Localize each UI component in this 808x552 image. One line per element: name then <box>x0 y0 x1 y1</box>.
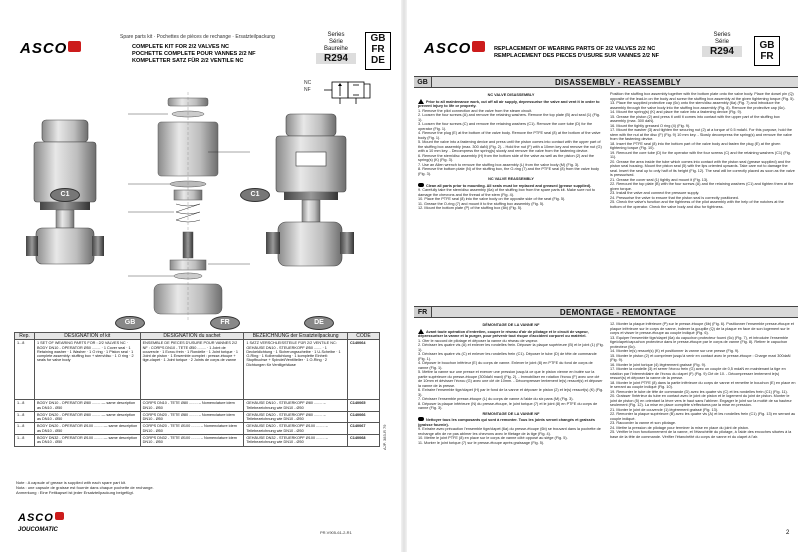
asco-logo-mark <box>68 41 81 52</box>
gb-step: 3. Loosen the four screws (C) and remove the retaining washers (C1). Remove the core tube (D) for the operator (Fig. 1). <box>418 122 593 131</box>
row-fr: CORPS DN10 - TETE Ø80 ........ – Nomenclature idem DN10 - Ø50 <box>140 400 244 412</box>
row-gb: BODY DN32 - OPERATOR Ø100 ........ — same description as DN10 - Ø50 <box>34 435 140 447</box>
row-fr: ENSEMBLE DE PIECES D'USURE POUR VANNES 2/2 NF : CORPS DN10 - TETE Ø50 ........ · 1 Joint de couvercle · 1 Ecrou frein · 1 Rondelle · 1 Joint torique · 1 Joint de piston · 1 Ensemble complet : presse-étoupe + tige-clapet · 1 Joint torique · 2 Joints de corps de vanne <box>140 340 244 400</box>
fr-warning-2-text: Nettoyer tous les composants qui sont à remonter. Tous les joints seront changés et graissés (graisse fournie). <box>418 418 595 427</box>
gb-warning-text: Prior to all maintenance work, cut off all air supply, depressurise the valve and vent it in order to prevent injury to life or property. <box>418 99 600 108</box>
row-rep: 1...8 <box>15 435 35 447</box>
row-code: C140065 <box>348 400 380 412</box>
grease-notes <box>16 480 356 495</box>
fr-step: 4. Déposer le bouchon inférieur (E) du corps de vanne. Enlever le joint (8) en PTFE du fond de corps de vanne (Fig. 1). <box>418 361 593 370</box>
gb-step: 10. Place the PTFE seal (8) into the valve body on the opposite side of the seat (Fig. 5). <box>418 197 566 201</box>
row-rep: 1...8 <box>15 400 35 412</box>
row-gb: BODY DN20 - OPERATOR Ø100 ........ — same description as DN10 - Ø50 <box>34 423 140 435</box>
gb-step: 23. Install the valve and connect the pressure supply. <box>610 191 700 195</box>
right-lang-gb: GB <box>759 40 775 51</box>
footer-asco-logo <box>18 512 64 524</box>
fr-step: 16. Monter le joint torique (4) légèrement graissé (Fig. 9). <box>610 362 707 367</box>
fr-step: 2. Dévisser les quatre vis (A) et enlever les rondelles frein. Déposer la plaque supérieure (B) et le joint (1) (Fig. 1). <box>418 343 604 352</box>
fr-step: 23. Raccorder la vanne et son pilotage. <box>610 421 677 425</box>
table-row <box>15 400 380 412</box>
gb-step: 6. Remove the stem/disc assembly (H) from the bottom side of the valve as well as the piston (2) and the spring(s) (K) (Fig. 3). <box>418 153 595 162</box>
gb-reassembly-column <box>610 92 796 302</box>
gb-warning <box>418 99 604 109</box>
table-row <box>15 340 380 400</box>
col-rep: Rep. <box>15 333 35 340</box>
row-rep: 1...8 <box>15 411 35 423</box>
right-series-box <box>696 32 748 70</box>
note-de: Anmerkung : Eine Fettkapsel ist jeder Ersatzteilpackung beigefügt. <box>16 490 134 495</box>
fr-step: 19. Remonter le tube de tête de commande (D) avec les quatre vis (C) et les rondelles frein (C1) (Fig. 11). <box>610 389 788 394</box>
left-series-label-1: Series <box>327 32 345 38</box>
footer-asco-text: ASCO <box>18 512 54 524</box>
gb-heading-disassembly: NC VALVE DISASSEMBLY <box>487 93 535 97</box>
nc-label: NC <box>304 80 312 86</box>
fr-step: 6. Extraire l'ensemble tige/clapet (H) par le fond de la vanne et déposer le piston (2) et le(s) ressort(s) (K) (Fig. 3). <box>418 388 604 397</box>
right-series-code: R294 <box>702 46 742 57</box>
right-title <box>494 46 694 60</box>
gb-step: 5. Mount the valve into a fastening device and press until the piston comes into contact with the upper part of the stuffing box assembly (max. 300 daN) (Fig. 2). - Hold the nut (F) with a 10mm key and remove the nut (G) with a 10 mm key. - Decompress the spring(s) slowly and remove the valve from the fastening device. <box>418 140 602 153</box>
hand-icon <box>418 183 424 187</box>
fr-step: 7. Dévisser l'ensemble presse-étoupe (L) du corps de vanne à l'aide du six pans (M) (Fig. 3). <box>418 397 574 401</box>
fr-step: 11. Monter le joint torique (7) sur le presse-étoupe après graissage (Fig. 5). <box>418 440 545 445</box>
right-page <box>414 10 798 540</box>
row-de: GEHÄUSE DN32 - STEUERKOPF Ø100 ........ – Teilebezeichnung wie DN10 - Ø50 <box>244 435 348 447</box>
row-rep: 1...8 <box>15 340 35 400</box>
fr-banner-title: DEMONTAGE - REMONTAGE <box>559 308 677 317</box>
left-title <box>132 44 322 65</box>
fr-step: 8. Déposer la plaque inférieure (N) du presse-étoupe, le joint torique (7) et le joint (8) en PTFE du corps de vanne (Fig. 3). <box>418 401 598 410</box>
row-code: C140064 <box>348 340 380 400</box>
right-series-label-1: Series <box>713 32 731 38</box>
left-lang-de: DE <box>371 55 385 66</box>
row-rep: 1...8 <box>15 423 35 435</box>
gb-step: 21. Grease the cover seal (1) tightly and mount it (Fig. 13). <box>610 177 709 182</box>
row-code: C140066 <box>348 411 380 423</box>
parts-table <box>14 332 380 447</box>
gb-disassembly-column <box>418 92 604 302</box>
fr-step: 14. Monter le(s) ressort(s) (K) et positionner la vanne sur une presse (Fig. 9). <box>610 349 740 353</box>
gb-step: 2. Loosen the four screws (A) and remove the retaining washers. Remove the top plate (B) and seal (1) (Fig. 1). <box>418 113 600 122</box>
gb-heading-reassembly: NC VALVE REASSEMBLY <box>488 177 534 181</box>
page-number: 2 <box>786 530 790 536</box>
fr-step: 20. Graisser l'intérieur du tube en contact avec le joint de piston et le logement du joint de piston. Monter le joint de piston (5) en orientant la lèvre vers le haut sans l'abîmer. Engager le joint sur la moitié de sa hauteur seulement (Fig. 12). La mise en place complète s'effectuera par la mise en pression. <box>610 394 792 407</box>
fr-step: 18. Monter le joint PTFE (8) dans la partie inférieure du corps de vanne et remettre le bouchon (E) en place en le serrant au couple indiqué (Fig. 10). <box>610 380 796 389</box>
table-row <box>15 423 380 435</box>
page-gutter <box>401 0 407 552</box>
row-code: C140068 <box>348 435 380 447</box>
right-language-box <box>754 36 780 66</box>
flag-fr: FR <box>210 316 240 330</box>
right-lang-fr: FR <box>760 51 774 62</box>
left-page <box>10 10 394 540</box>
row-gb: BODY DN20 - OPERATOR Ø80 ........ — same description as DN10 - Ø50 <box>34 411 140 423</box>
nf-label: NF <box>304 87 311 93</box>
fr-heading-demontage: DÉMONTAGE DE LA VANNE NF <box>482 323 540 327</box>
c1-callout-left: C1 <box>50 188 80 202</box>
asco-logo-mark <box>472 41 485 52</box>
gb-section-banner <box>414 76 798 88</box>
gb-banner-title: DISASSEMBLY - REASSEMBLY <box>554 78 682 87</box>
left-lang-gb: GB <box>370 33 386 44</box>
left-title-line-1: COMPLETE KIT FOR 2/2 VALVES NC <box>132 44 230 50</box>
fr-warning-text: Avant toute opération d'entretien, couper le réseau d'air de pilotage et le circuit de vapeur, dépressuriser la vanne et la purger, pour prévenir tout risque d'accident corporel ou matériel. <box>418 329 589 338</box>
fr-step: 25. Vérifier le bon fonctionnement de la vanne, et l'étanchéité du pilotage, à l'aide des encoches situées à la base de la tête de commande. Vérifier l'étanchéité du corps de vanne et du clapet à l'air. <box>610 430 792 439</box>
row-code: C140067 <box>348 423 380 435</box>
kit-labels: Spare parts kit · Pochettes de pièces de rechange · Ersatzteilpackung <box>120 34 275 40</box>
left-title-line-3: KOMPLETTER SATZ FÜR 2/2 VENTILE NC <box>132 58 244 64</box>
table-row <box>15 411 380 423</box>
row-de: 1 SATZ VERSCHLEISSTEILE FÜR 2/2 VENTILE NC: GEHÄUSE DN10 - STEUERKOPF Ø50 ....... · 1 Deckeldichtung · 1 Sicherungsscheibe · 1 U-Scheibe · 1 O-Ring · 1 Kolbendichtung · 1 komplette Einheit: Stopfbuchse + Spindel/Ventilteller · 1 O-Ring · 2 Dichtungen für Ventilgehäuse <box>244 340 348 400</box>
flag-de: DE <box>304 316 334 330</box>
right-series-label-2: Série <box>714 39 729 45</box>
row-de: GEHÄUSE DN10 - STEUERKOPF Ø80 ........ – Teilebezeichnung wie DN10 - Ø50 <box>244 400 348 412</box>
gb-step: 16. Mount the tightly greased O ring (4) (Fig. 9). <box>610 123 691 128</box>
note-fr: Nota : une capsule de graisse est fournie dans chaque pochette de rechange. <box>16 485 154 490</box>
fr-step: 22. Remonter la plaque supérieure (B) avec les quatre vis (A) et les rondelles frein (C1) (Fig. 13) en serrant au couple indiqué. <box>610 412 796 421</box>
parts-table-header <box>15 333 380 340</box>
gb-step: 1. Remove the pilot connection and the valve from the steam circuit. <box>418 108 533 113</box>
col-designation-fr: DESIGNATION du sachet <box>140 333 244 340</box>
side-reference: AJP. 383-R 79 <box>382 424 387 450</box>
gb-step: 13. Place the supplied protective cap (6c) onto the stem/disc assembly (6a) (Fig. 7) and introduce the assembly through the valve body into the stuffing box assembly (Fig. 8). Remove the protective cap (6c). <box>610 101 786 110</box>
gb-step: 22. Remount the top plate (B) with the four screws (A) and the retaining washers (C1) and tighten them at the given torque. <box>610 182 794 191</box>
left-language-box <box>365 32 391 70</box>
footer-joucomatic: JOUCOMATIC <box>18 527 58 533</box>
fr-step: 13. Equiper l'ensemble tige/clapet (6a) du capuchon protecteur fourni (6c) (Fig. 7), et introduire l'ensemble tige/clapet/capuchon protecteur dans le presse-étoupe par le corps de vanne (Fig. 8). Retirer le capuchon protecteur (6c). <box>610 335 789 349</box>
row-fr: CORPS DN32 - TETE Ø100 ........ – Nomenclature idem DN10 - Ø50 <box>140 435 244 447</box>
gb-step: 12. Mount the bottom plate (P) of the stuffing box (6b) (Fig. 5). <box>418 206 523 210</box>
right-title-line-2: REMPLACEMENT DES PIECES D'USURE SUR VANNES 2/2 NF <box>494 53 660 59</box>
left-series-box <box>310 32 362 70</box>
gb-step: 14. Mount the spring(s) (K) and place the valve into a fastening device (Fig. 9). <box>610 110 742 114</box>
fr-step: 21. Monter le joint de couvercle (1) légèrement graissé (Fig. 13). <box>610 407 719 412</box>
footer-reference: PR.V905-61-2-R1 <box>320 530 352 535</box>
fr-banner-lang: FR <box>414 307 432 317</box>
table-row <box>15 435 380 447</box>
hand-icon <box>418 417 424 421</box>
col-designation-gb: DESIGNATION of kit <box>34 333 140 340</box>
gb-step: 9. Carefully take the stem/disc assembly (6a) of the stuffing box from the spare parts kit. Make sure not to damage the chevrons and the thread of the stem (Fig. 4). <box>418 188 595 197</box>
fr-step: 24. Mettre la pression de pilotage pour terminer la mise en place du joint de piston. <box>610 425 750 430</box>
fr-step: 17. Monter la rondelle (3) et serrer l'écrou frein (G) avec un couple de 0,5 mdaN en maintenant la tige en rotation par l'intermédiaire de l'écrou du clapet (F) (Fig. 9) Clé de 10. - Décompresser lentement le(s) ressort(s) et déposer la vanne de la presse. <box>610 367 786 380</box>
fr-step: 12. Monter la plaque inférieure (P) sur le presse-étoupe (6b) (Fig. 6). Positionner l'ensemble presse-étoupe et plaque inférieure sur le corps de vanne, indexer la goupille (Q) de la plaque en face de son logement sur le corps et visser le presse-étoupe au couple indiqué (Fig. 6). <box>610 322 794 335</box>
fr-heading-remontage: REMONTAGE DE LA VANNE NF <box>482 411 540 416</box>
warning-icon <box>418 99 424 104</box>
row-fr: CORPS DN20 - TETE Ø100 ........ – Nomenclature idem DN10 - Ø50 <box>140 423 244 435</box>
fr-step: 9. Extraire avec précaution l'ensemble tige/clapet (6a) du presse-étoupe (6b) se trouvant dans la pochette de rechange afin de ne pas abîmer les chevrons avec le filetage de la tige (Fig. 4). <box>418 427 601 436</box>
row-de: GEHÄUSE DN20 - STEUERKOPF Ø100 ........ – Teilebezeichnung wie DN10 - Ø50 <box>244 423 348 435</box>
fr-section-banner <box>414 306 798 318</box>
fr-step: 1. Oter le raccord de pilotage et déposer la vanne du réseau de vapeur. <box>418 338 539 343</box>
fr-demontage-column <box>418 322 604 522</box>
gb-banner-lang: GB <box>414 77 432 87</box>
exploded-view-drawing <box>18 92 390 322</box>
c1-callout-right: C1 <box>240 188 270 202</box>
gb-warning-2-text: Clean all parts prior to mounting. All seals must be replaced and greased (grease supplied). <box>426 183 592 188</box>
warning-icon <box>418 329 424 334</box>
asco-logo: ASCO <box>424 40 485 57</box>
gb-step: 17. Mount the washer (3) and tighten the securing nut (2) at a torque of 0.5 mdaN. For this purpose, hold the stem with the nut at the disc (F) (Fig. 9) 10 mm key. - Slowly decompress the spring(s) and remove the valve from the fastening device. <box>610 128 793 141</box>
fr-remontage-column <box>610 322 796 522</box>
gb-step: 20. Grease the area inside the tube which comes into contact with the piston seal (grease supplied) and the piston seal housing. Mount the piston seal (5) with the lips oriented upwards. Take care not to damage the seal. Insert the seal up to only half of its height (Fig. 12). The seal will be correctly placed as soon as the valve is pressurised. <box>610 159 795 177</box>
gb-step: 7. Use an Allen wrench to remove the stuffing box assembly (L) from the valve body (M) (Fig. 3). <box>418 162 580 167</box>
col-code: CODE <box>348 333 380 340</box>
left-title-line-2: POCHETTE COMPLETE POUR VANNES 2/2 NF <box>132 51 256 57</box>
row-gb: 1 SET OF WEARING PARTS FOR : 2/2 VALVES NC · BODY DN10 - OPERATOR Ø50 ........ · 1 Cover seal · 1 Retaining washer · 1 Washer · 1 O ring · 1 Piston seal · 1 complete assembly: stuffing box + stem/disc · 1 O ring · 2 seals for valve body <box>34 340 140 400</box>
row-gb: BODY DN10 - OPERATOR Ø80 ........ — same description as DN10 - Ø50 <box>34 400 140 412</box>
left-series-label-3: Baureihe <box>323 46 349 52</box>
row-fr: CORPS DN20 - TETE Ø80 ........ – Nomenclature idem DN10 - Ø50 <box>140 411 244 423</box>
gb-step: 25. Check the valve's function and the tightness of the pilot assembly with the help of the notches at the bottom of the operator. Check the valve body and disc for tightness. <box>610 200 784 209</box>
left-series-label-2: Série <box>328 39 343 45</box>
fr-step: 10. Mettre le joint PTFE (8) en place sur le corps de vanne côté opposé au siège (Fig. 5). <box>418 436 568 440</box>
fr-step: 15. Monter le piston (2) et comprimer jusqu'à venir en contact avec le presse-étoupe : Charge maxi 300daN (Fig. 9). <box>610 353 791 362</box>
gb-step: 24. Pressurise the valve to ensure that the piston seal is correctly positioned. <box>610 195 739 200</box>
left-lang-fr: FR <box>371 44 385 55</box>
gb-step: 18. Insert the PTFE seal (8) into the bottom part of the valve body and fasten the plug (E) at the given tightening torque (Fig. 10). <box>610 141 781 150</box>
fr-warning-2 <box>418 417 604 427</box>
gb-step: 19. Remount the core tube (D) for the operator with the four screws (C) and the retaining washers (C1) (Fig. 11). <box>610 150 791 159</box>
gb-step: 4. Remove the plug (E) at the bottom of the valve body. Remove the PTFE seal (8) at the bottom of the valve body (Fig. 1). <box>418 131 601 140</box>
fr-warning <box>418 329 604 339</box>
col-designation-de: BEZEICHNUNG der Ersatzteilpackung <box>244 333 348 340</box>
right-title-line-1: REPLACEMENT OF WEARING PARTS OF 2/2 VALVES 2/2 NC <box>494 46 656 52</box>
row-de: GEHÄUSE DN20 - STEUERKOPF Ø80 ........ – Teilebezeichnung wie DN10 - Ø50 <box>244 411 348 423</box>
fr-step: 5. Mettre la vanne sur une presse et exercer une pression jusqu'à ce que le piston vienne en butée sur la partie supérieure du presse-étoupe (300daN maxi) (Fig. 2). - Immobiliser en rotation l'écrou (F) avec une clé de 10mm et dévisser l'écrou (G) avec une clé de 10mm. - Décompresser lentement le(s) ressort(s) et déposer la vanne de la presse. <box>418 370 603 388</box>
gb-step: 15. Grease the piston (2) and press it until it comes into contact with the upper part of the stuffing box assembly (max. 300 daN). <box>610 114 780 123</box>
flag-gb: GB <box>115 316 145 330</box>
asco-logo: ASCO <box>20 40 81 57</box>
footer-logo-mark <box>55 512 64 520</box>
left-series-code: R294 <box>316 53 356 64</box>
gb-step: Position the stuffing box assembly together with the bottom plate onto the valve body. Place the dowel pin (Q) opposite of the lead-in on the body and screw the stuffing box assembly at the given tightening torque (Fig. 5). <box>610 92 795 101</box>
gb-step: 11. Grease the O-ring (7) and mount it to the stuffing box assembly (Fig. 5). <box>418 201 545 206</box>
note-gb: Note : A capsule of grease is supplied with each spare part kit. <box>16 480 127 485</box>
fr-step: 3. Dévisser les quatre vis (C) et enlever les rondelles frein (C1). Déposer le tube (D) de tête de commande (Fig. 1). <box>418 352 597 361</box>
gb-step: 8. Remove the bottom plate (N) of the stuffing box, the O-ring (7) and the PTFE seal (8) from the valve body (Fig. 3). <box>418 167 600 176</box>
